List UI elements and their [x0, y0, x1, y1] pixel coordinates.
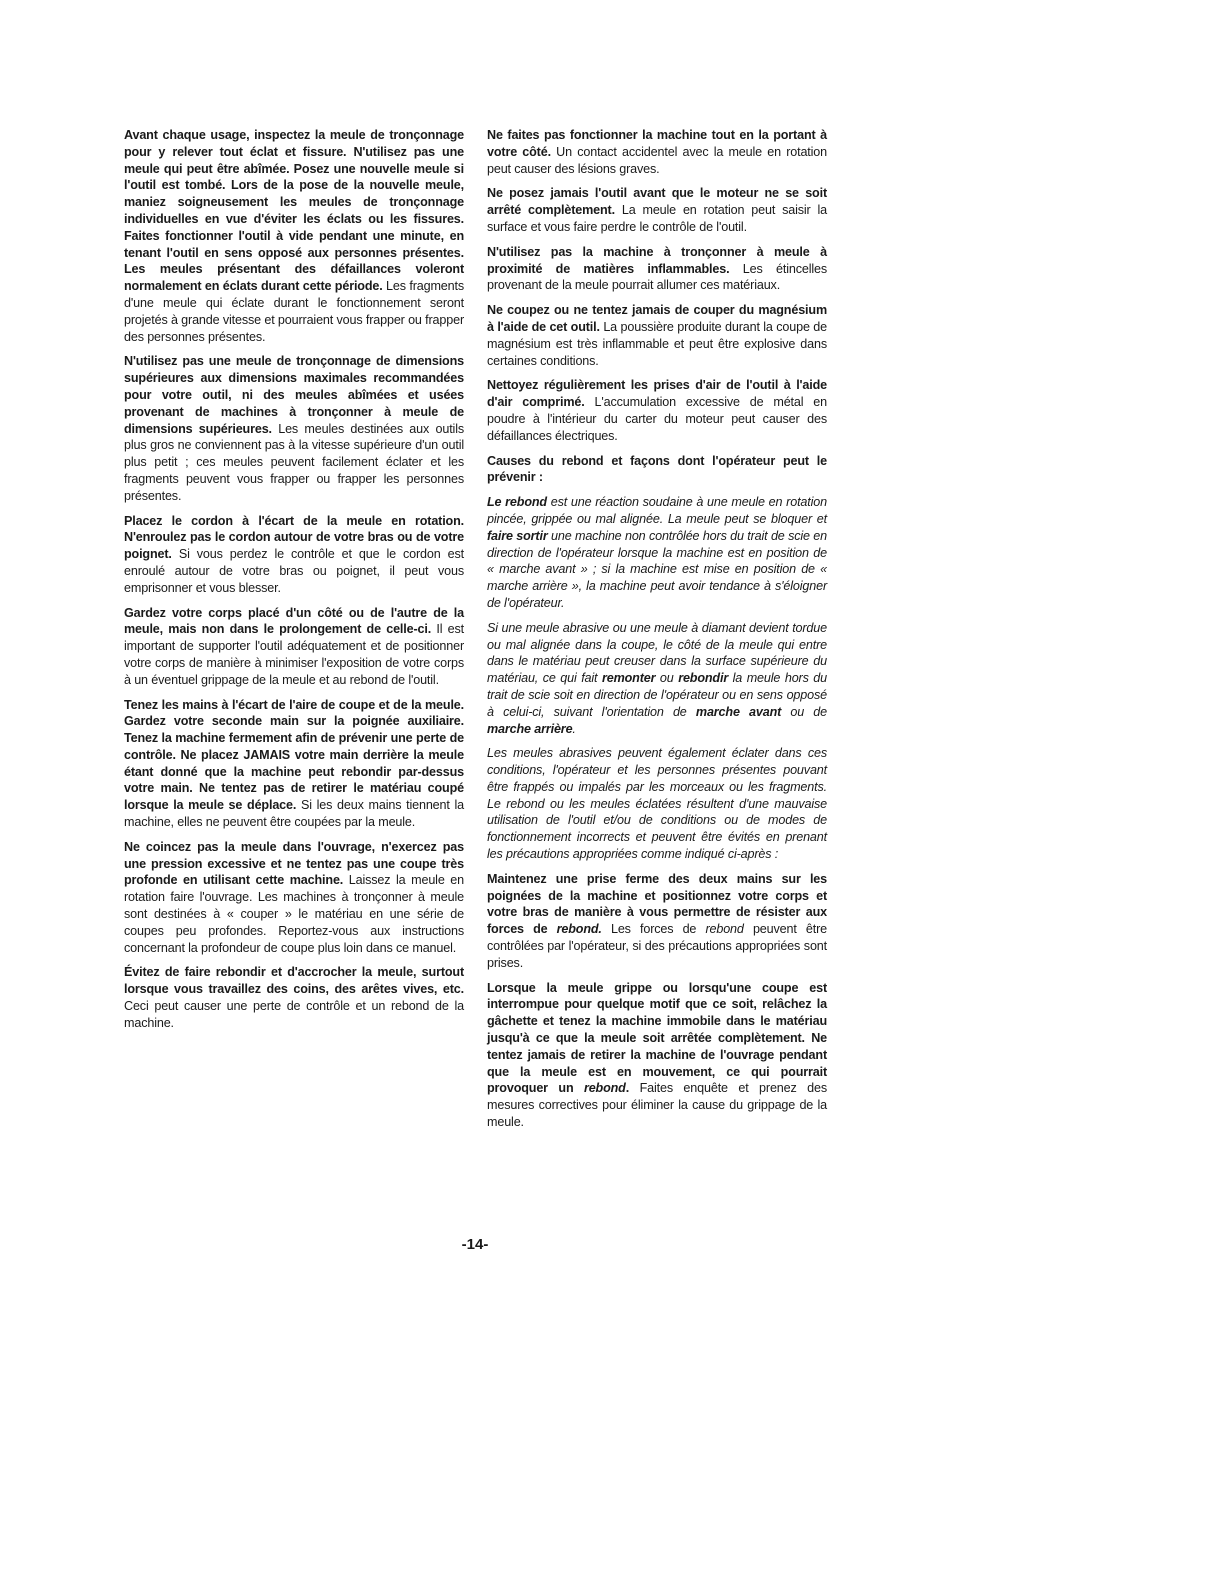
body-text: Ceci peut causer une perte de contrôle et un rebond de la machine.: [124, 999, 464, 1030]
paragraph: [124, 964, 464, 1031]
body-text: Laissez la meule en rotation faire l'ouvrage. Les machines à tronçonner à meule sont destinées à « couper » le matériau en une série de coupes peu profondes. Reportez-vous aux instructions concernant la profondeur de coupe plus loin dans ce manuel.: [124, 873, 464, 955]
bold-text: .: [625, 1081, 630, 1096]
paragraph: [124, 353, 464, 504]
emphasis-text: faire sortir: [487, 528, 548, 543]
italic-text: ou: [655, 671, 679, 686]
paragraph: [487, 980, 827, 1131]
paragraph: [487, 185, 827, 235]
bold-text: Lorsque la meule grippe ou lorsqu'une coupe est interrompue pour quelque motif que ce soit, relâchez la gâchette et tenez la machine immobile dans le matériau jusqu'à ce que la meule soit arrêtée complètement. Ne tentez jamais de retirer la machine de l'ouvrage pendant que la meule est en mouvement, ce qui pourrait provoquer un: [487, 980, 827, 1096]
body-text: Il est important de supporter l'outil adéquatement et de positionner votre corps de manière à minimiser l'exposition de votre corps à un éventuel grippage de la meule et au rebond de l'outil.: [124, 622, 464, 687]
paragraph: [124, 513, 464, 597]
emphasis-text: marche arrière: [487, 721, 573, 736]
bold-text: Gardez votre corps placé d'un côté ou de l'autre de la meule, mais non dans le prolongement de celle-ci.: [124, 605, 464, 637]
bold-text: Nettoyez régulièrement les prises d'air de l'outil à l'aide d'air comprimé.: [487, 378, 827, 410]
paragraph: [487, 377, 827, 444]
paragraph: [487, 127, 827, 177]
emphasis-text: marche avant: [695, 704, 782, 719]
emphasis-text: rebond: [583, 1081, 626, 1096]
paragraph: [124, 127, 464, 345]
emphasis-text: Le rebond: [487, 495, 547, 510]
emphasis-text: remonter: [601, 671, 656, 686]
paragraph: [487, 871, 827, 972]
paragraph: [124, 605, 464, 689]
bold-text: Évitez de faire rebondir et d'accrocher la meule, surtout lorsque vous travaillez des coins, des arêtes vives, etc.: [124, 965, 464, 997]
paragraph: [124, 697, 464, 831]
italic-text: rebond: [705, 922, 744, 937]
bold-text: Ne coupez ou ne tentez jamais de couper du magnésium à l'aide de cet outil.: [487, 303, 827, 334]
italic-text: .: [572, 721, 576, 736]
paragraph: [487, 494, 827, 612]
bold-text: N'utilisez pas la machine à tronçonner à meule à proximité de matières inflammables.: [487, 244, 827, 276]
body-text: Les étincelles provenant de la meule pourrait allumer ces matériaux.: [487, 261, 827, 293]
italic-text: ou de: [781, 704, 827, 719]
bold-text: Placez le cordon à l'écart de la meule en rotation. N'enroulez pas le cordon autour de votre bras ou de votre poignet.: [124, 513, 464, 562]
paragraph: [487, 620, 827, 738]
italic-text: Si une meule abrasive ou une meule à diamant devient tordue ou mal alignée dans la coupe, le côté de la meule qui entre dans le matériau peut creuser dans la surface supérieure du matériau, ce qui fait: [487, 620, 827, 686]
italic-text: est une réaction soudaine à une meule en rotation pincée, grippée ou mal alignée. La meule peut se bloquer et: [487, 495, 827, 526]
body-text: Les meules destinées aux outils plus gros ne conviennent pas à la vitesse supérieure d'un outil plus petit ; ces meules peuvent facilement éclater et les fragments peuvent vous frapper ou frapper les personnes présentes.: [124, 421, 464, 503]
bold-text: Maintenez une prise ferme des deux mains sur les poignées de la machine et positionnez votre corps et votre bras de manière à vous permettre de résister aux forces de: [487, 871, 827, 937]
italic-text: une machine non contrôlée hors du trait de scie en direction de l'opérateur lorsque la machine est en position de « marche avant » ; si la machine est mise en position de « marche arrière », la machine peut avoir tendance à s'éloigner de l'opérateur.: [487, 528, 828, 610]
section-heading: [487, 453, 827, 487]
emphasis-text: rebond.: [556, 922, 602, 937]
body-text: Les fragments d'une meule qui éclate durant le fonctionnement seront projetés à grande vitesse et pourraient vous frapper ou frapper des personnes présentes.: [124, 279, 465, 344]
right-column: [487, 127, 827, 1139]
body-text: Si vous perdez le contrôle et que le cordon est enroulé autour de votre bras ou poignet, il peut vous emprisonner et vous blesser.: [124, 547, 464, 595]
bold-text: Ne coincez pas la meule dans l'ouvrage, n'exercez pas une pression excessive et ne tentez pas une coupe très profonde en utilisant cette machine.: [124, 839, 464, 888]
italic-text: Les meules abrasives peuvent également éclater dans ces conditions, l'opérateur et les personnes présentes pouvant être frappés ou impalés par les morceaux ou les fragments. Le rebond ou les meules éclatées résultent d'une mauvaise utilisation de l'outil et/ou de conditions ou de modes de fonctionnement incorrects et peuvent être évités en prenant les précautions appropriées comme indiqué ci-après :: [487, 746, 827, 862]
bold-text: Avant chaque usage, inspectez la meule de tronçonnage pour y relever tout éclat et fissure. N'utilisez pas une meule qui peut être abîmée. Posez une nouvelle meule si l'outil est tombé. Lors de la pose de la nouvelle meule, maniez soigneusement les meules de tronçonnage individuelles en vue d'éviter les éclats ou les fissures. Faites fonctionner l'outil à vide pendant une minute, en tenant l'outil en sens opposé aux personnes présentes. Les meules présentant des défaillances voleront normalement en éclats durant cette période.: [124, 128, 464, 294]
body-text: Si les deux mains tiennent la machine, elles ne peuvent être coupées par la meule.: [124, 798, 465, 830]
body-text: La poussière produite durant la coupe de magnésium est très inflammable et peut être explosive dans certaines conditions.: [487, 319, 827, 368]
paragraph: [487, 745, 827, 863]
body-text: peuvent être contrôlées par l'opérateur, si des précautions appropriées sont prises.: [487, 922, 827, 970]
body-text: Un contact accidentel avec la meule en rotation peut causer des lésions graves.: [487, 144, 827, 176]
italic-text: la meule hors du trait de scie soit en direction de l'opérateur ou en sens opposé à celui-ci, suivant l'orientation de: [487, 671, 828, 719]
paragraph: [487, 302, 827, 369]
left-column: [124, 127, 464, 1040]
body-text: L'accumulation excessive de métal en poudre à l'intérieur du carter du moteur peut causer des défaillances électriques.: [487, 395, 828, 443]
bold-text: N'utilisez pas une meule de tronçonnage de dimensions supérieures aux dimensions maximales recommandées pour votre outil, ni des meules abîmées et usées provenant de machines à tronçonner à meule de dimensions supérieures.: [124, 354, 464, 436]
body-text: Les forces de: [601, 922, 706, 937]
body-text: La meule en rotation peut saisir la surface et vous faire perdre le contrôle de l'outil.: [487, 203, 827, 234]
bold-text: Causes du rebond et façons dont l'opérateur peut le prévenir :: [487, 453, 827, 485]
paragraph: [124, 839, 464, 957]
bold-text: Ne posez jamais l'outil avant que le moteur ne se soit arrêté complètement.: [487, 186, 827, 218]
paragraph: [487, 244, 827, 294]
body-text: Faites enquête et prenez des mesures correctives pour éliminer la cause du grippage de la meule.: [487, 1081, 827, 1130]
bold-text: Tenez les mains à l'écart de l'aire de coupe et de la meule. Gardez votre seconde main sur la poignée auxiliaire. Tenez la machine fermement afin de prévenir une perte de contrôle. Ne placez JAMAIS votre main derrière la meule étant donné que la machine peut rebondir par-dessus votre main. Ne tentez pas de retirer le matériau coupé lorsque la meule se déplace.: [124, 697, 464, 813]
page-number: -14-: [461, 1236, 489, 1253]
emphasis-text: rebondir: [678, 671, 729, 686]
bold-text: Ne faites pas fonctionner la machine tout en la portant à votre côté.: [487, 128, 827, 159]
